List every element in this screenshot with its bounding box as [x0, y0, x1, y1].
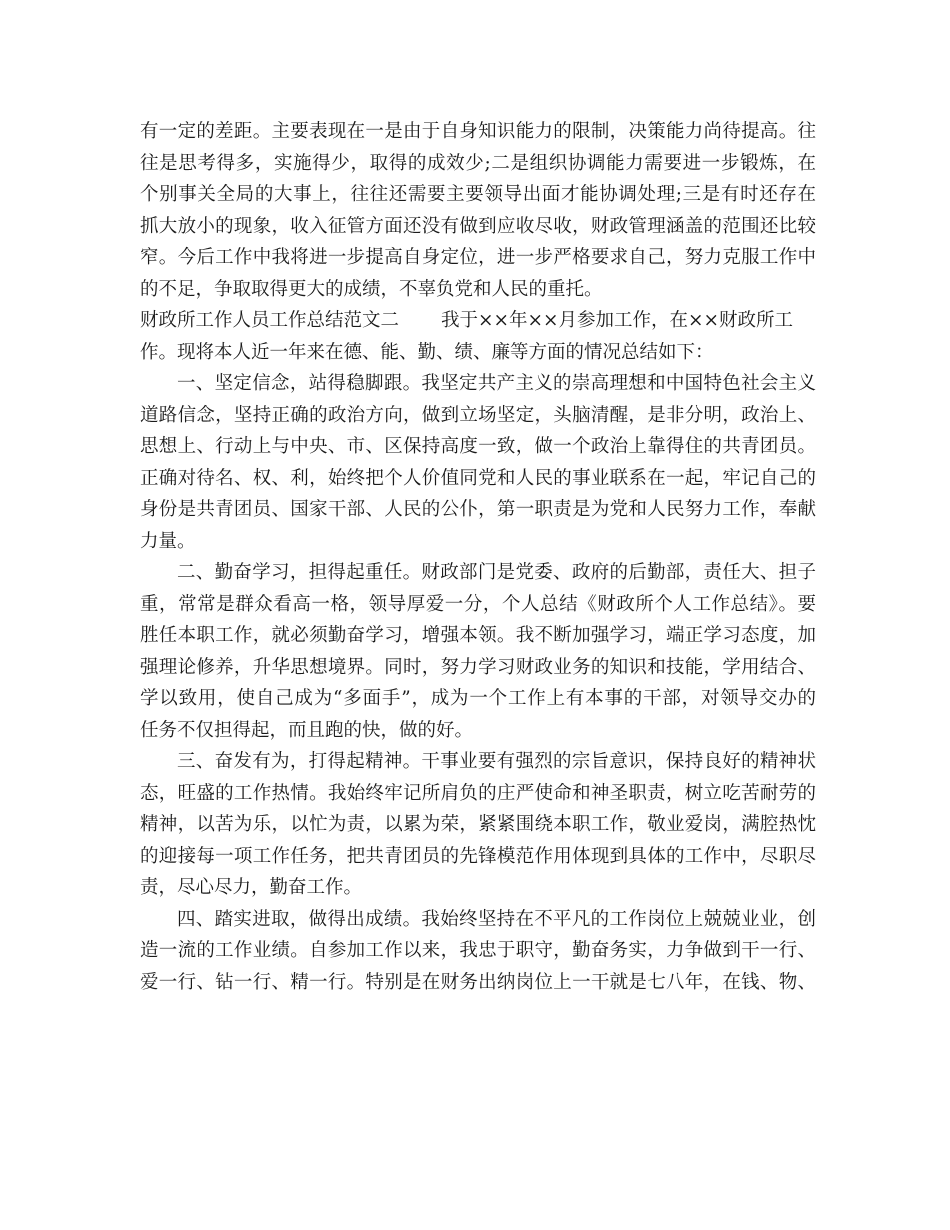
text-line: 责，尽心尽力，勤奋工作。	[140, 877, 363, 898]
text-line: 造一流的工作业绩。自参加工作以来，我忠于职守，勤奋务实，力争做到干一行、	[140, 940, 816, 961]
section-title-line	[140, 305, 816, 337]
paragraph-start-line: 一、坚定信念，站得稳脚跟。我坚定共产主义的崇高理想和中国特色社会主义	[177, 373, 816, 394]
text-line: 力量。	[140, 530, 196, 552]
text-line: 往是思考得多，实施得少，取得的成效少;二是组织协调能力需要进一步锻炼，在	[140, 152, 816, 174]
text-line: 有一定的差距。主要表现在一是由于自身知识能力的限制，决策能力尚待提高。往	[140, 121, 816, 142]
text-line: 学以致用，使自己成为“多面手”，成为一个工作上有本事的干部，对领导交办的	[140, 688, 816, 709]
intro-text: 我于××年××月参加工作，在××财政所工	[441, 310, 794, 331]
text-line: 任务不仅担得起，而且跑的快，做的好。	[140, 719, 474, 741]
text-line: 的不足，争取取得更大的成绩，不辜负党和人民的重托。	[140, 278, 603, 300]
paragraph-start-line: 二、勤奋学习，担得起重任。财政部门是党委、政府的后勤部，责任大、担子	[177, 562, 816, 583]
text-line: 抓大放小的现象，收入征管方面还没有做到应收尽收，财政管理涵盖的范围还比较	[140, 215, 816, 237]
text-line: 窄。今后工作中我将进一步提高自身定位，进一步严格要求自己，努力克服工作中	[140, 247, 816, 268]
text-line: 正确对待名、权、利，始终把个人价值同党和人民的事业联系在一起，牢记自己的	[140, 467, 816, 489]
text-line: 精神，以苦为乐，以忙为责，以累为荣，紧紧围绕本职工作，敬业爱岗，满腔热忱	[140, 814, 816, 835]
text-line: 态，旺盛的工作热情。我始终牢记所肩负的庄严使命和神圣职责，树立吃苦耐劳的	[140, 782, 816, 804]
paragraph-start-line: 四、踏实进取，做得出成绩。我始终坚持在不平凡的工作岗位上兢兢业业，创	[177, 908, 816, 930]
text-line: 的迎接每一项工作任务，把共青团员的先锋模范作用体现到具体的工作中，尽职尽	[140, 845, 816, 867]
text-line: 强理论修养，升华思想境界。同时，努力学习财政业务的知识和技能，学用结合、	[140, 656, 816, 678]
text-line: 胜任本职工作，就必须勤奋学习，增强本领。我不断加强学习，端正学习态度，加	[140, 625, 816, 646]
text-line: 身份是共青团员、国家干部、人民的公仆，第一职责是为党和人民努力工作，奉献	[140, 499, 816, 520]
text-line: 爱一行、钻一行、精一行。特别是在财务出纳岗位上一干就是七八年，在钱、物、	[140, 971, 816, 993]
text-line: 思想上、行动上与中央、市、区保持高度一致，做一个政治上靠得住的共青团员。	[140, 436, 816, 457]
text-line: 作。现将本人近一年来在德、能、勤、绩、廉等方面的情况总结如下：	[140, 341, 714, 363]
text-line: 重，常常是群众看高一格，领导厚爱一分，个人总结《财政所个人工作总结》。要	[140, 593, 816, 615]
paragraph-start-line: 三、奋发有为，打得起精神。干事业要有强烈的宗旨意识，保持良好的精神状	[177, 751, 816, 772]
text-line: 个别事关全局的大事上，往往还需要主要领导出面才能协调处理;三是有时还存在	[140, 184, 816, 205]
text-line: 道路信念，坚持正确的政治方向，做到立场坚定，头脑清醒，是非分明，政治上、	[140, 404, 816, 426]
document-body	[140, 116, 816, 998]
section-title: 财政所工作人员工作总结范文二	[140, 310, 400, 331]
